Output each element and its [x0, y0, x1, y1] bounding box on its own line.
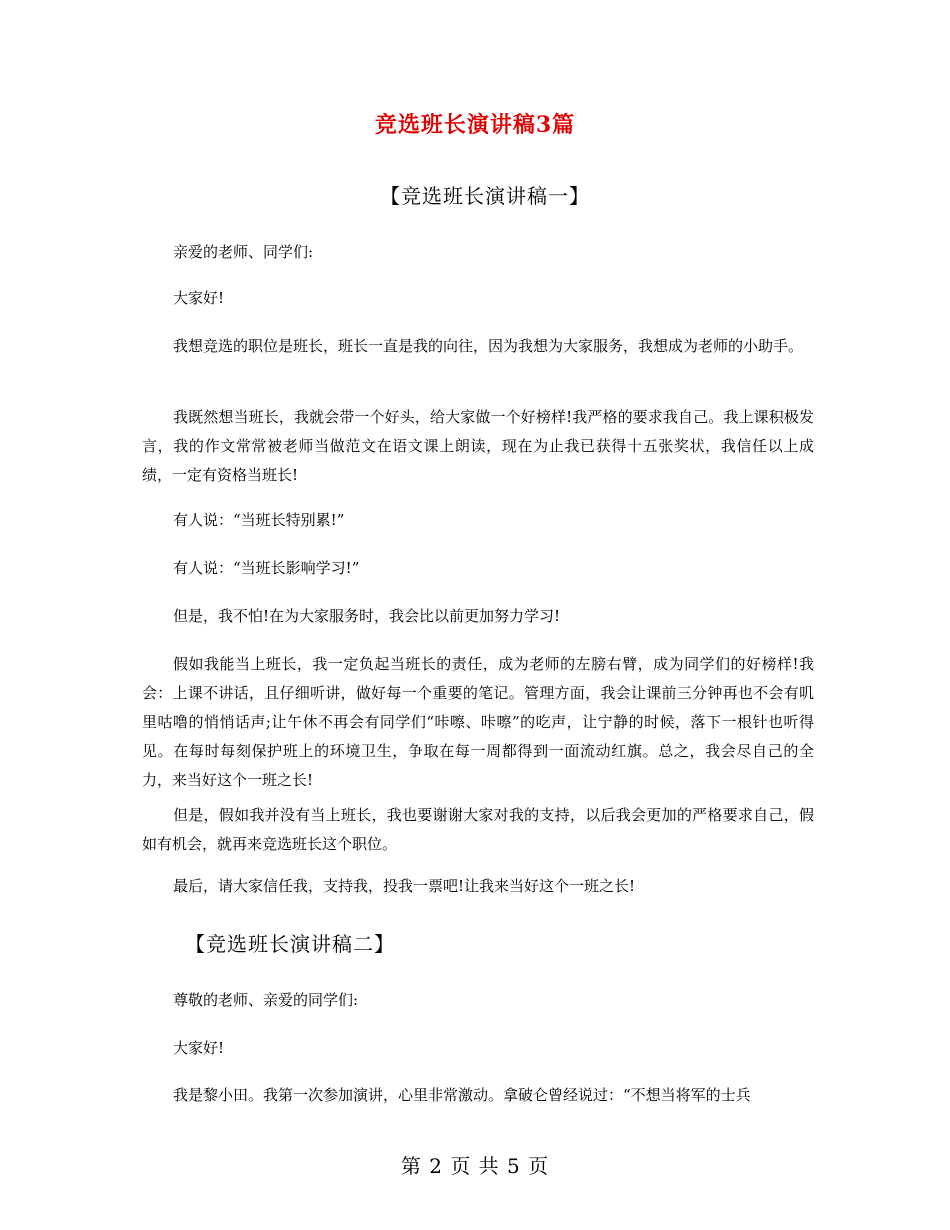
paragraph: 大家好! — [173, 1039, 225, 1057]
paragraph: 但是，我不怕!在为大家服务时，我会比以前更加努力学习! — [173, 607, 561, 625]
paragraph: 最后，请大家信任我，支持我，投我一票吧!让我来当好这个一班之长! — [173, 877, 636, 895]
paragraph: 亲爱的老师、同学们: — [173, 243, 314, 261]
paragraph: 我是黎小田。我第一次参加演讲，心里非常激动。拿破仑曾经说过：“不想当将军的士兵 — [173, 1086, 751, 1104]
page-number-footer: 第 2 页 共 5 页 — [400, 1154, 550, 1178]
paragraph: 假如我能当上班长，我一定负起当班长的责任，成为老师的左膀右臂，成为同学们的好榜样!我会：上课不讲话，且仔细听讲，做好每一个重要的笔记。管理方面，我会让课前三分钟再也不会有叽里咕噜的悄悄话声;让午休不再会有同学们“咔嚓、咔嚓”的吃声，让宁静的时候，落下一根针也听得见。在每时每刻保护班上的环境卫生，争取在每一周都得到一面流动红旗。总之，我会尽自己的全力，来当好这个一班之长! — [142, 655, 814, 789]
paragraph: 我既然想当班长，我就会带一个好头，给大家做一个好榜样!我严格的要求我自己。我上课积极发言，我的作文常常被老师当做范文在语文课上朗读，现在为止我已获得十五张奖状，我信任以上成绩，一定有资格当班长! — [142, 408, 814, 484]
paragraph: 大家好! — [173, 289, 225, 307]
paragraph: 有人说：“当班长影响学习!” — [173, 559, 360, 577]
paragraph: 我想竞选的职位是班长，班长一直是我的向往，因为我想为大家服务，我想成为老师的小助手。 — [173, 337, 804, 355]
paragraph: 但是，假如我并没有当上班长，我也要谢谢大家对我的支持，以后我会更加的严格要求自己，假如有机会，就再来竞选班长这个职位。 — [142, 806, 814, 853]
document-title: 竞选班长演讲稿3篇 — [374, 112, 576, 138]
section-heading-1: 【竞选班长演讲稿一】 — [380, 184, 590, 208]
section-heading-2: 【竞选班长演讲稿二】 — [185, 932, 395, 956]
paragraph: 有人说：“当班长特别累!” — [173, 511, 345, 529]
paragraph: 尊敬的老师、亲爱的同学们: — [173, 991, 359, 1009]
